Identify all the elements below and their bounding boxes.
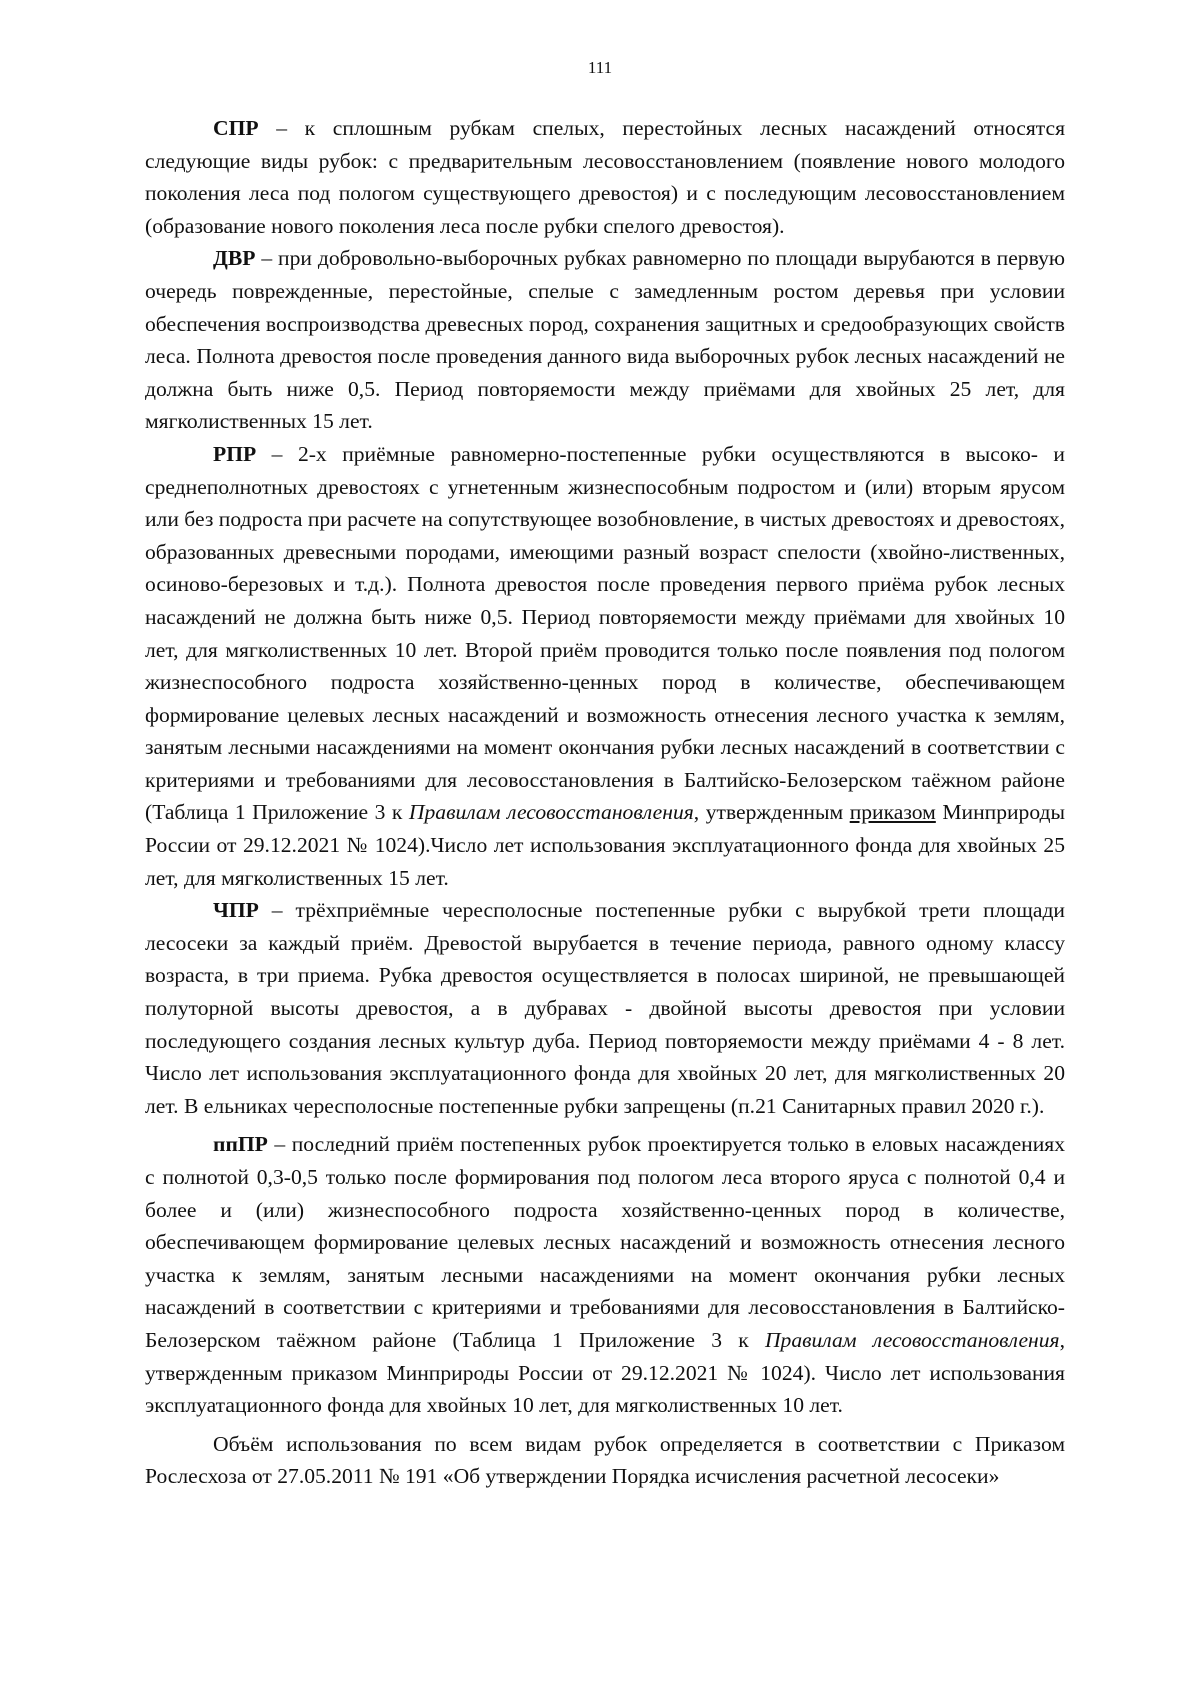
order-link[interactable]: приказом [849, 800, 936, 825]
term-pppr: ппПР [213, 1132, 268, 1157]
definition-pppr-part-b: , утвержденным приказом Минприроды России от 29.12.2021 № 1024). Число лет использования эксплуатационного фонда для хвойных 10 лет, для мягколиственных 10 лет. [145, 1327, 1065, 1418]
paragraph-pppr [145, 1128, 1065, 1421]
paragraph-chpr [145, 894, 1065, 1122]
term-spr: СПР [213, 116, 259, 140]
paragraph-rpr [145, 438, 1065, 894]
paragraph-dvr [145, 242, 1065, 438]
volume-statement: Объём использования по всем видам рубок определяется в соответствии с Приказом Рослесхоза от 27.05.2011 № 191 «Об утверждении Порядка исчисления расчетной лесосеки» [145, 1431, 1065, 1489]
definition-dvr: – при добровольно-выборочных рубках равномерно по площади вырубаются в первую очередь поврежденные, перестойные, спелые с замедленным ростом деревья при условии обеспечения воспроизводства древесных пород, сохранения защитных и средообразующих свойств леса. Полнота древостоя после проведения данного вида выборочных рубок лесных насаждений не должна быть ниже 0,5. Период повторяемости между приёмами для хвойных 25 лет, для мягколиственных 15 лет. [145, 246, 1065, 434]
reference-rules-title: Правилам лесовосстановления [764, 1327, 1060, 1352]
paragraph-volume [145, 1428, 1065, 1493]
term-dvr: ДВР [213, 246, 256, 271]
definition-rpr-part-b: , утвержденным [693, 800, 850, 825]
term-rpr: РПР [213, 441, 257, 466]
definition-rpr-part-c: Минприроды России от 29.12.2021 № 1024).Число лет использования эксплуатационного фонда для хвойных 25 лет, для мягколиственных 15 лет. [145, 800, 1066, 890]
term-chpr: ЧПР [213, 898, 259, 923]
definition-rpr-part-a: – 2-х приёмные равномерно-постепенные рубки осуществляются в высоко- и среднеполнотных древостоях с угнетенным жизнеспособным подростом и (или) вторым ярусом или без подроста при расчете на сопутствующее возобновление, в чистых древостоях и древостоях, образованных древесными породами, имеющими разный возраст спелости (хвойно-лиственных, осиново-березовых и т.д.). Полнота древостоя после проведения первого приёма рубок лесных насаждений не должна быть ниже 0,5. Период повторяемости между приёмами для хвойных 10 лет, для мягколиственных 10 лет. Второй приём проводится только после появления под пологом жизнеспособного подроста хозяйственно-ценных пород в количестве, обеспечивающем формирование целевых лесных насаждений и возможность отнесения лесного участка к землям, занятым лесными насаждениями на момент окончания рубки лесных насаждений в соответствии с критериями и требованиями для лесовосстановления в Балтийско-Белозерском таёжном районе (Таблица 1 Приложение 3 к [145, 441, 1066, 825]
definition-chpr: – трёхприёмные чересполосные постепенные рубки с вырубкой трети площади лесосеки за каждый приём. Древостой вырубается в течение периода, равного одному классу возраста, в три приема. Рубка древостоя осуществляется в полосах шириной, не превышающей полуторной высоты древостоя, а в дубравах - двойной высоты древостоя при условии последующего создания лесных культур дуба. Период повторяемости между приёмами 4 - 8 лет. Число лет использования эксплуатационного фонда для хвойных 20 лет, для мягколиственных 20 лет. В ельниках чересполосные постепенные рубки запрещены (п.21 Санитарных правил 2020 г.). [145, 898, 1065, 1118]
page-number: 111 [587, 58, 613, 77]
reference-rules-title: Правилам лесовосстановления [408, 800, 694, 825]
definition-pppr-part-a: – последний приём постепенных рубок проектируется только в еловых насаждениях с полнотой 0,3-0,5 только после формирования под пологом леса второго яруса с полнотой 0,4 и более и (или) жизнеспособного подроста хозяйственно-ценных пород в количестве, обеспечивающем формирование целевых лесных насаждений и возможность отнесения лесного участка к землям, занятым лесными насаждениями на момент окончания рубки лесных насаждений в соответствии с критериями и требованиями для лесовосстановления в Балтийско-Белозерском таёжном районе (Таблица 1 Приложение 3 к [145, 1132, 1065, 1352]
document-body [145, 112, 1065, 1493]
definition-spr: – к сплошным рубкам спелых, перестойных лесных насаждений относятся следующие виды рубок: с предварительным лесовосстановлением (появление нового молодого поколения леса под пологом существующего древостоя) и с последующим лесовосстановлением (образование нового поколения леса после рубки спелого древостоя). [145, 116, 1065, 238]
paragraph-spr [145, 112, 1065, 242]
